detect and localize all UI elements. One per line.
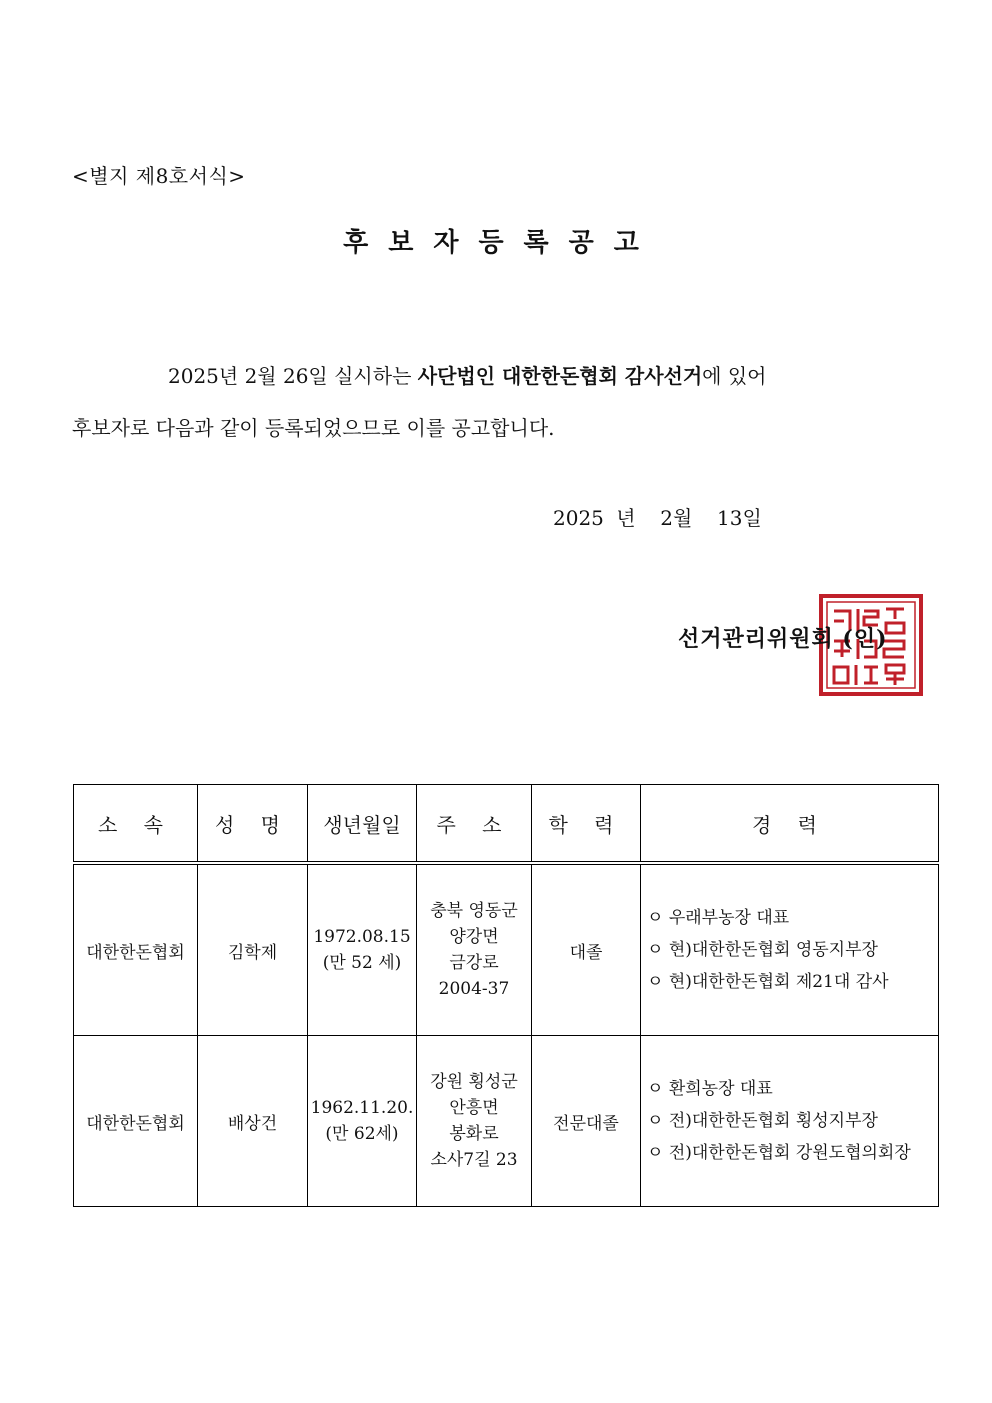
- candidates-table: [73, 784, 939, 1207]
- announcement-text-part1: 2025년 2월 26일 실시하는: [168, 364, 418, 388]
- career-item: ㅇ 전)대한한돈협회 강원도협의회장: [647, 1143, 911, 1163]
- cell-affiliation: 대한한돈협회: [74, 863, 198, 1036]
- address-line: 강원 횡성군: [430, 1072, 518, 1092]
- age-value: (만 62세): [325, 1124, 399, 1144]
- election-committee-signature: 선거관리위원회 (인): [678, 626, 888, 652]
- address-line: 봉화로: [449, 1124, 499, 1144]
- announcement-text-bold: 사단법인 대한한돈협회 감사선거: [417, 364, 703, 388]
- announcement-text-part2: 에 있어: [702, 364, 767, 388]
- birthdate-value: 1972.08.15: [313, 927, 411, 947]
- cell-career: [641, 863, 939, 1036]
- career-item: ㅇ 전)대한한돈협회 횡성지부장: [647, 1111, 878, 1131]
- cell-birthdate: [308, 1036, 417, 1207]
- career-item: ㅇ 환희농장 대표: [647, 1079, 773, 1099]
- header-affiliation: 소 속: [74, 785, 198, 864]
- birthdate-value: 1962.11.20.: [310, 1098, 414, 1118]
- address-line: 안흥면: [449, 1098, 499, 1118]
- header-address: 주 소: [417, 785, 532, 864]
- address-line: 충북 영동군: [430, 901, 518, 921]
- announcement-paragraph: [72, 350, 902, 454]
- address-line: 양강면: [449, 927, 499, 947]
- address-line: 금강로: [449, 953, 499, 973]
- address-line: 2004-37: [438, 979, 510, 999]
- cell-address: [417, 1036, 532, 1207]
- header-name: 성 명: [198, 785, 308, 864]
- header-education: 학 력: [532, 785, 641, 864]
- address-line: 소사7길 23: [430, 1150, 518, 1170]
- page-title: 후보자등록공고: [343, 228, 659, 258]
- announcement-text-line2: 후보자로 다음과 같이 등록되었으므로 이를 공고합니다.: [72, 416, 555, 440]
- cell-career: [641, 1036, 939, 1207]
- announcement-date: 2025 년 2월 13일: [553, 506, 762, 530]
- career-item: ㅇ 현)대한한돈협회 제21대 감사: [647, 972, 889, 992]
- age-value: (만 52 세): [322, 953, 402, 973]
- table-header-row: [74, 785, 939, 864]
- cell-affiliation: 대한한돈협회: [74, 1036, 198, 1207]
- cell-address: [417, 863, 532, 1036]
- table-row: [74, 863, 939, 1036]
- cell-name: 김학제: [198, 863, 308, 1036]
- career-item: ㅇ 우래부농장 대표: [647, 908, 790, 928]
- cell-name: 배상건: [198, 1036, 308, 1207]
- cell-education: 전문대졸: [532, 1036, 641, 1207]
- header-career: 경 력: [641, 785, 939, 864]
- cell-education: 대졸: [532, 863, 641, 1036]
- cell-birthdate: [308, 863, 417, 1036]
- table-row: [74, 1036, 939, 1207]
- career-item: ㅇ 현)대한한돈협회 영동지부장: [647, 940, 878, 960]
- form-label: <별지 제8호서식>: [72, 164, 246, 188]
- header-birthdate: 생년월일: [308, 785, 417, 864]
